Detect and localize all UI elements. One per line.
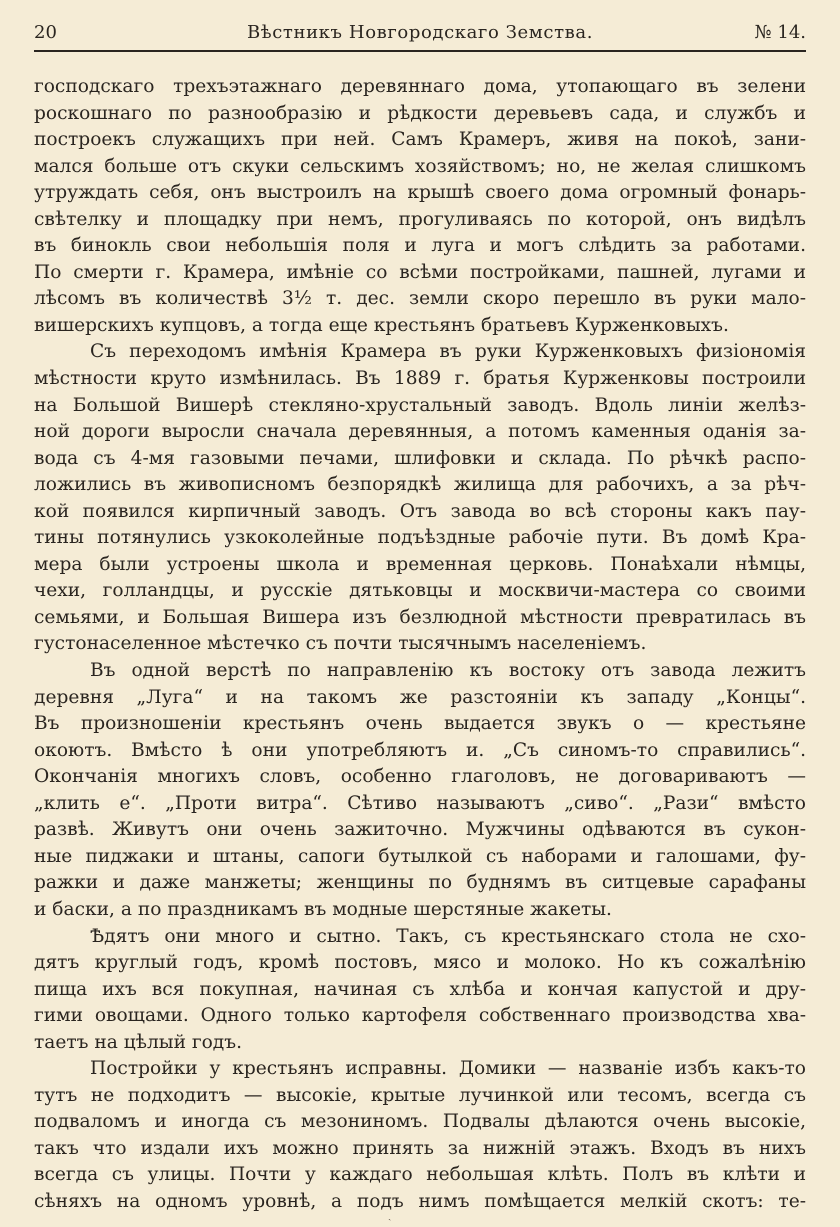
header-rule bbox=[34, 50, 806, 52]
text-line: построекъ служащихъ при ней. Самъ Крамеръ, живя на покоѣ, зани- bbox=[34, 129, 806, 151]
text-line: свѣтелку и площадку при немъ, прогуливаясь по которой, онъ видѣлъ bbox=[34, 208, 806, 230]
printer-mark: ˎ bbox=[388, 1210, 392, 1221]
text-line: сѣняхъ на одномъ уровнѣ, а подъ нимъ помѣщается мелкій скотъ: те- bbox=[34, 1190, 806, 1212]
text-line: ложились въ живописномъ безпорядкѣ жилища для рабочихъ, а за рѣч- bbox=[34, 474, 806, 496]
text-line: густонаселенное мѣстечко съ почти тысячнымъ населеніемъ. bbox=[34, 633, 647, 655]
text-line: По смерти г. Крамера, имѣніе со всѣми постройками, пашней, лугами и bbox=[34, 261, 806, 283]
text-line: кой появился кирпичный заводъ. Отъ завода во всѣ стороны какъ пау- bbox=[34, 500, 806, 522]
text-line: подваломъ и иногда съ мезониномъ. Подвалы дѣлаются очень высокіе, bbox=[34, 1111, 806, 1133]
text-line: Въ одной верстѣ по направленію къ востоку отъ завода лежитъ bbox=[90, 660, 806, 682]
text-line: таетъ на цѣлый годъ. bbox=[34, 1031, 242, 1053]
text-line: развѣ. Живутъ они очень зажиточно. Мужчины одѣваются въ сукон- bbox=[34, 819, 806, 841]
text-line: мался больше отъ скуки сельскимъ хозяйствомъ; но, не желая слишкомъ bbox=[34, 155, 806, 177]
text-line: такъ что издали ихъ можно принять за нижній этажъ. Входъ въ нихъ bbox=[34, 1137, 806, 1159]
text-line: мера были устроены школа и временная церковь. Понаѣхали нѣмцы, bbox=[34, 553, 806, 575]
page-number: 20 bbox=[34, 22, 57, 43]
text-line: господскаго трехъэтажнаго деревяннаго дома, утопающаго въ зелени bbox=[34, 76, 806, 97]
text-line: пища ихъ вся покупная, начиная съ хлѣба и кончая капустой и дру- bbox=[34, 978, 806, 1000]
text-line: чехи, голландцы, и русскіе дятьковцы и москвичи-мастера со своими bbox=[34, 580, 806, 602]
text-line: лѣсомъ въ количествѣ 3½ т. дес. земли скоро перешло въ руки мало- bbox=[34, 288, 806, 310]
text-line: окоютъ. Вмѣсто ѣ они употребляютъ и. „Съ синомъ-то справились“. bbox=[34, 739, 806, 761]
article-body bbox=[34, 74, 806, 1216]
text-line: мѣстности круто измѣнилась. Въ 1889 г. братья Курженковы построили bbox=[34, 368, 806, 390]
text-line: Окончанія многихъ словъ, особенно глаголовъ, не договариваютъ — bbox=[34, 766, 806, 788]
text-line: въ бинокль свои небольшія поля и луга и могъ слѣдить за работами. bbox=[34, 235, 806, 257]
text-line: „клить е“. „Проти витра“. Сѣтиво называютъ „сиво“. „Рази“ вмѣсто bbox=[34, 792, 806, 814]
text-line: Постройки у крестьянъ исправны. Домики — названіе избъ какъ-то bbox=[90, 1058, 806, 1080]
text-line: тины потянулись узкоколейные подъѣздные рабочіе пути. Въ домѣ Кра- bbox=[34, 527, 806, 549]
text-line: Въ произношеніи крестьянъ очень выдается звукъ о — крестьяне bbox=[34, 713, 806, 735]
text-line: ной дороги выросли сначала деревянныя, а потомъ каменныя оданія за- bbox=[34, 421, 806, 443]
text-line: ражки и даже манжеты; женщины по буднямъ въ ситцевые сарафаны bbox=[34, 872, 806, 894]
text-line: гими овощами. Одного только картофеля собственнаго производства хва- bbox=[34, 1005, 806, 1027]
text-line: на Большой Вишерѣ стекляно-хрустальный заводъ. Вдоль линіи желѣз- bbox=[34, 394, 806, 416]
text-line: всегда съ улицы. Почти у каждаго небольшая клѣть. Полъ въ клѣти и bbox=[34, 1164, 806, 1186]
text-line: семьями, и Большая Вишера изъ безлюдной мѣстности превратилась въ bbox=[34, 606, 806, 628]
issue-number: № 14. bbox=[754, 22, 806, 43]
text-line: утруждать себя, онъ выстроилъ на крышѣ своего дома огромный фонарь- bbox=[34, 182, 806, 204]
text-line: деревня „Луга“ и на такомъ же разстояніи къ западу „Концы“. bbox=[34, 686, 806, 708]
text-line: ные пиджаки и штаны, сапоги бутылкой съ наборами и галошами, фу- bbox=[34, 845, 806, 867]
running-header bbox=[34, 18, 806, 48]
text-line: Ѣдятъ они много и сытно. Такъ, съ крестьянскаго стола не схо- bbox=[90, 925, 806, 947]
text-line: тутъ не подходитъ — высокіе, крытые лучинкой или тесомъ, всегда съ bbox=[34, 1084, 806, 1106]
text-line: роскошнаго по разнообразію и рѣдкости деревьевъ сада, и службъ и bbox=[34, 102, 806, 124]
text-line: Съ переходомъ имѣнія Крамера въ руки Курженковыхъ физіономія bbox=[90, 341, 806, 363]
text-line: вода съ 4-мя газовыми печами, шлифовки и склада. По рѣчкѣ распо- bbox=[34, 447, 806, 469]
journal-title: Вѣстникъ Новгородскаго Земства. bbox=[246, 22, 594, 43]
text-line: дятъ круглый годъ, кромѣ постовъ, мясо и молоко. Но къ сожалѣнію bbox=[34, 952, 806, 974]
text-line: и баски, а по праздникамъ въ модные шерстяные жакеты. bbox=[34, 898, 612, 920]
text-line: вишерскихъ купцовъ, а тогда еще крестьянъ братьевъ Курженковыхъ. bbox=[34, 314, 729, 336]
